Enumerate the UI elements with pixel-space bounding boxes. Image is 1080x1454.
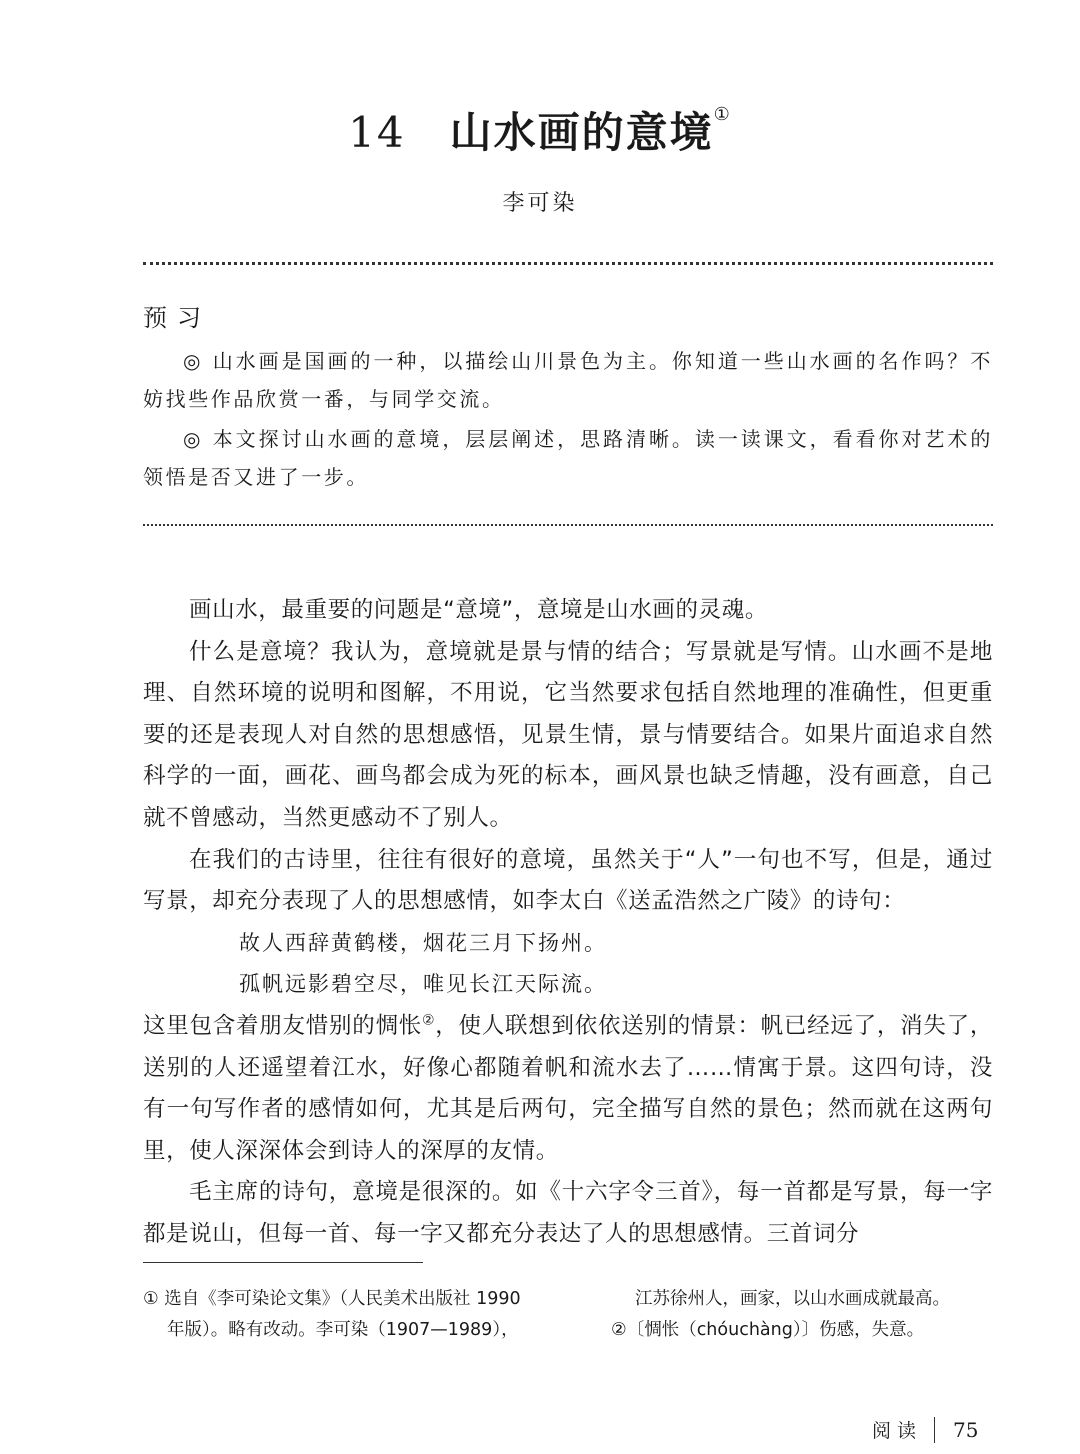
preview-item: ◎ 本文探讨山水画的意境，层层阐述，思路清晰。读一读课文，看看你对艺术的领悟是否又进了一步。 [143, 427, 993, 489]
page-footer [872, 1416, 978, 1443]
poem-line: 故人西辞黄鹤楼，烟花三月下扬州。 [239, 930, 607, 955]
footnote-column-right [611, 1284, 1011, 1346]
section-label: 阅读 [872, 1420, 923, 1442]
preview-section [143, 342, 993, 498]
paragraph-text: 这里包含着朋友惜别的惆怅 [143, 1012, 422, 1039]
dotted-divider-bottom [143, 524, 993, 526]
paragraph [143, 1006, 993, 1172]
lesson-title [0, 100, 1080, 160]
footnote-line: 年版）。略有改动。李可染（1907—1989）， [167, 1320, 519, 1340]
paragraph: 在我们的古诗里，往往有很好的意境，虽然关于“人”一句也不写，但是，通过写景，却充分表现了人的思想感情，如李太白《送孟浩然之广陵》的诗句： [143, 846, 993, 915]
page-number: 75 [953, 1417, 979, 1442]
footnote-rule [143, 1262, 423, 1263]
paragraph: 毛主席的诗句，意境是很深的。如《十六字令三首》，每一首都是写景，每一字都是说山，但每一首、每一字又都充分表达了人的思想感情。三首词分 [143, 1179, 993, 1247]
footnote-2: ②〔惆怅（chóuchàng）〕伤感，失意。 [611, 1320, 925, 1340]
title-footnote-mark: ① [713, 104, 732, 125]
preview-heading: 预习 [143, 304, 211, 332]
footnote-mark: ② [421, 1012, 436, 1029]
paragraph: 画山水，最重要的问题是“意境”，意境是山水画的灵魂。 [189, 597, 768, 623]
paragraph: 什么是意境？我认为，意境就是景与情的结合；写景就是写情。山水画不是地理、自然环境的说明和图解，不用说，它当然要求包括自然地理的准确性，但更重要的还是表现人对自然的思想感悟，见景生情，景与情要结合。如果片面追求自然科学的一面，画花、画鸟都会成为死的标本，画风景也缺乏情趣，没有画意，自己就不曾感动，当然更感动不了别人。 [143, 638, 993, 831]
dotted-divider-top [143, 262, 993, 265]
footnote-line: ① 选自《李可染论文集》（人民美术出版社 1990 [143, 1289, 521, 1309]
lesson-title-text: 山水画的意境 [449, 108, 714, 157]
article-body [143, 590, 993, 1256]
preview-item: ◎ 山水画是国画的一种，以描绘山川景色为主。你知道一些山水画的名作吗？不妨找些作品欣赏一番，与同学交流。 [143, 349, 993, 411]
footer-separator [934, 1417, 935, 1443]
paragraph-text: ，使人联想到依依送别的情景：帆已经远了，消失了，送别的人还遥望着江水，好像心都随着帆和流水去了……情寓于景。这四句诗，没有一句写作者的感情如何，尤其是后两句，完全描写自然的景色；然而就在这两句里，使人深深体会到诗人的深厚的友情。 [143, 1012, 993, 1164]
footnote-line: 江苏徐州人，画家，以山水画成就最高。 [635, 1289, 950, 1309]
footnote-1 [143, 1284, 573, 1346]
lesson-number: 14 [348, 108, 406, 157]
poem-line: 孤帆远影碧空尽，唯见长江天际流。 [239, 972, 607, 997]
author-name: 李可染 [502, 191, 578, 216]
